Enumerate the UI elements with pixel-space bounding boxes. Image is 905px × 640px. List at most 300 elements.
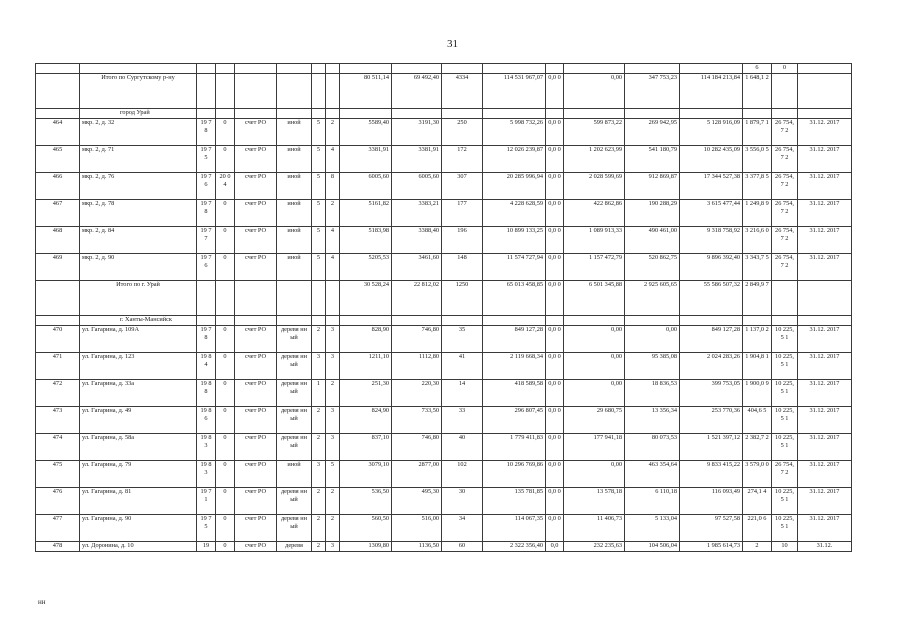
- owners-funds-cell: 1 985 614,73: [680, 541, 743, 551]
- total-cost-cell: 114 531 967,07: [483, 73, 546, 108]
- address-cell: ул. Гагарина, д. 81: [80, 487, 197, 514]
- table-row: [36, 460, 852, 487]
- municipal-budget-cell: 190 288,29: [625, 199, 680, 226]
- floors-cell: 5: [312, 172, 326, 199]
- total-area-cell: 837,10: [340, 433, 392, 460]
- build-year-cell: 19 75: [197, 145, 216, 172]
- fund-support-cell: 0,0 0: [546, 514, 564, 541]
- residents-cell: 4334: [442, 73, 483, 108]
- specific-cost-cell: 3 377,8 5: [743, 172, 772, 199]
- residents-cell: 40: [442, 433, 483, 460]
- section-empty-cell: [564, 108, 625, 118]
- reconstruction-year-cell: 0: [216, 379, 235, 406]
- funding-method-cell: счет РО: [235, 460, 277, 487]
- wall-material-cell: иной: [277, 199, 312, 226]
- table-row: [36, 199, 852, 226]
- row-number-cell: 466: [36, 172, 80, 199]
- owners-funds-cell: 17 344 527,38: [680, 172, 743, 199]
- reconstruction-year-cell: 0: [216, 118, 235, 145]
- address-cell: мкр. 2, д. 90: [80, 253, 197, 280]
- address-cell: [80, 64, 197, 74]
- section-empty-cell: [625, 315, 680, 325]
- address-cell: ул. Доронина, д. 10: [80, 541, 197, 551]
- floors-cell: 2: [312, 433, 326, 460]
- deadline-cell: 31.12. 2017: [798, 433, 852, 460]
- fund-support-cell: 0,0 0: [546, 199, 564, 226]
- municipal-budget-cell: 0,00: [625, 325, 680, 352]
- living-area-cell: 516,00: [392, 514, 442, 541]
- deadline-cell: 31.12. 2017: [798, 253, 852, 280]
- living-area-cell: 495,30: [392, 487, 442, 514]
- floors-cell: 3: [312, 352, 326, 379]
- max-specific-cost-cell: 26 754,7 2: [772, 460, 798, 487]
- living-area-cell: 22 812,02: [392, 280, 442, 315]
- address-cell: мкр. 2, д. 78: [80, 199, 197, 226]
- total-area-cell: 5183,98: [340, 226, 392, 253]
- fund-support-cell: 0,0 0: [546, 145, 564, 172]
- address-cell: мкр. 2, д. 84: [80, 226, 197, 253]
- wall-material-cell: иной: [277, 253, 312, 280]
- entrances-cell: 4: [326, 145, 340, 172]
- row-number-cell: 476: [36, 487, 80, 514]
- specific-cost-cell: 1 879,7 1: [743, 118, 772, 145]
- table-row: [36, 253, 852, 280]
- total-area-cell: 1211,10: [340, 352, 392, 379]
- table-row: [36, 379, 852, 406]
- specific-cost-cell: 274,1 4: [743, 487, 772, 514]
- section-empty-cell: [743, 108, 772, 118]
- deadline-cell: 31.12. 2017: [798, 172, 852, 199]
- entrances-cell: 4: [326, 226, 340, 253]
- living-area-cell: 733,50: [392, 406, 442, 433]
- reconstruction-year-cell: 0: [216, 406, 235, 433]
- deadline-cell: 31.12. 2017: [798, 379, 852, 406]
- specific-cost-cell: 2 849,9 7: [743, 280, 772, 315]
- specific-cost-cell: 2: [743, 541, 772, 551]
- total-cost-cell: [483, 64, 546, 74]
- region-budget-cell: 0,00: [564, 379, 625, 406]
- region-budget-cell: 0,00: [564, 325, 625, 352]
- fund-support-cell: 0,0 0: [546, 226, 564, 253]
- max-specific-cost-cell: 10 225,5 1: [772, 406, 798, 433]
- section-spacer-cell: [36, 315, 80, 325]
- address-cell: мкр. 2, д. 71: [80, 145, 197, 172]
- total-area-cell: 6005,60: [340, 172, 392, 199]
- owners-funds-cell: 399 753,05: [680, 379, 743, 406]
- floors-cell: 5: [312, 118, 326, 145]
- funding-method-cell: счет РО: [235, 514, 277, 541]
- total-area-cell: 824,90: [340, 406, 392, 433]
- section-empty-cell: [392, 108, 442, 118]
- municipal-budget-cell: 2 925 605,65: [625, 280, 680, 315]
- row-number-cell: [36, 280, 80, 315]
- owners-funds-cell: 10 282 435,09: [680, 145, 743, 172]
- living-area-cell: 2877,00: [392, 460, 442, 487]
- table-row: [36, 541, 852, 551]
- funding-method-cell: счет РО: [235, 325, 277, 352]
- reconstruction-year-cell: 0: [216, 145, 235, 172]
- region-budget-cell: 177 941,18: [564, 433, 625, 460]
- total-area-cell: 3381,91: [340, 145, 392, 172]
- max-specific-cost-cell: 26 754,7 2: [772, 199, 798, 226]
- row-number-cell: 475: [36, 460, 80, 487]
- region-budget-cell: 1 202 623,99: [564, 145, 625, 172]
- fund-support-cell: 0,0 0: [546, 172, 564, 199]
- row-number-cell: 474: [36, 433, 80, 460]
- floors-cell: 5: [312, 253, 326, 280]
- floors-cell: [312, 64, 326, 74]
- owners-funds-cell: 3 615 477,44: [680, 199, 743, 226]
- deadline-cell: 31.12. 2017: [798, 226, 852, 253]
- entrances-cell: 2: [326, 514, 340, 541]
- row-number-cell: 465: [36, 145, 80, 172]
- build-year-cell: [197, 280, 216, 315]
- living-area-cell: 3191,30: [392, 118, 442, 145]
- region-budget-cell: 11 406,73: [564, 514, 625, 541]
- total-area-cell: 30 528,24: [340, 280, 392, 315]
- max-specific-cost-cell: 26 754,7 2: [772, 172, 798, 199]
- total-area-cell: 251,30: [340, 379, 392, 406]
- region-budget-cell: 6 501 345,88: [564, 280, 625, 315]
- entrances-cell: 2: [326, 199, 340, 226]
- fund-support-cell: 0,0 0: [546, 460, 564, 487]
- region-budget-cell: 29 680,75: [564, 406, 625, 433]
- build-year-cell: 19 78: [197, 199, 216, 226]
- funding-method-cell: счет РО: [235, 379, 277, 406]
- wall-material-cell: деревя нный: [277, 433, 312, 460]
- section-empty-cell: [625, 108, 680, 118]
- living-area-cell: 3388,40: [392, 226, 442, 253]
- reconstruction-year-cell: 0: [216, 433, 235, 460]
- section-empty-cell: [277, 108, 312, 118]
- entrances-cell: [326, 280, 340, 315]
- specific-cost-cell: 3 579,0 0: [743, 460, 772, 487]
- specific-cost-cell: 2 382,7 2: [743, 433, 772, 460]
- specific-cost-cell: 1 648,1 2: [743, 73, 772, 108]
- build-year-cell: 19 83: [197, 460, 216, 487]
- entrances-cell: 4: [326, 253, 340, 280]
- build-year-cell: 19 78: [197, 118, 216, 145]
- region-budget-cell: 0,00: [564, 352, 625, 379]
- page-number: 31: [447, 38, 458, 50]
- floors-cell: [312, 73, 326, 108]
- owners-funds-cell: 9 318 758,92: [680, 226, 743, 253]
- max-specific-cost-cell: [772, 73, 798, 108]
- table-row: [36, 172, 852, 199]
- fund-support-cell: 0,0 0: [546, 433, 564, 460]
- address-cell: ул. Гагарина, д. 90: [80, 514, 197, 541]
- total-cost-cell: 296 807,45: [483, 406, 546, 433]
- section-empty-cell: [743, 315, 772, 325]
- build-year-cell: 19 86: [197, 406, 216, 433]
- build-year-cell: 19 88: [197, 379, 216, 406]
- section-empty-cell: [326, 315, 340, 325]
- owners-funds-cell: [680, 64, 743, 74]
- living-area-cell: 746,80: [392, 433, 442, 460]
- total-cost-cell: 10 296 769,86: [483, 460, 546, 487]
- max-specific-cost-cell: [772, 280, 798, 315]
- residents-cell: 14: [442, 379, 483, 406]
- region-budget-cell: 0,00: [564, 73, 625, 108]
- address-cell: ул. Гагарина, д. 58а: [80, 433, 197, 460]
- deadline-cell: 31.12. 2017: [798, 118, 852, 145]
- residents-cell: 148: [442, 253, 483, 280]
- section-empty-cell: [772, 108, 798, 118]
- row-number-cell: 471: [36, 352, 80, 379]
- region-budget-cell: 422 862,86: [564, 199, 625, 226]
- living-area-cell: 220,30: [392, 379, 442, 406]
- total-area-cell: 5161,82: [340, 199, 392, 226]
- floors-cell: 2: [312, 514, 326, 541]
- region-budget-cell: 13 578,18: [564, 487, 625, 514]
- row-number-cell: 472: [36, 379, 80, 406]
- row-number-cell: 473: [36, 406, 80, 433]
- total-area-cell: 5205,53: [340, 253, 392, 280]
- row-number-cell: 470: [36, 325, 80, 352]
- section-label: г. Ханты-Мансийск: [80, 315, 197, 325]
- wall-material-cell: иной: [277, 460, 312, 487]
- entrances-cell: 2: [326, 379, 340, 406]
- build-year-cell: 19 77: [197, 226, 216, 253]
- living-area-cell: 3461,60: [392, 253, 442, 280]
- table-row: [36, 406, 852, 433]
- max-specific-cost-cell: 10 225,5 1: [772, 514, 798, 541]
- section-label: город Урай: [80, 108, 197, 118]
- total-cost-cell: 2 322 356,40: [483, 541, 546, 551]
- residents-cell: 1250: [442, 280, 483, 315]
- max-specific-cost-cell: 10 225,5 1: [772, 325, 798, 352]
- reconstruction-year-cell: 0: [216, 253, 235, 280]
- municipal-budget-cell: 490 461,00: [625, 226, 680, 253]
- owners-funds-cell: 55 586 507,32: [680, 280, 743, 315]
- owners-funds-cell: 2 024 283,26: [680, 352, 743, 379]
- total-cost-cell: 849 127,28: [483, 325, 546, 352]
- floors-cell: 1: [312, 379, 326, 406]
- wall-material-cell: деревя нный: [277, 487, 312, 514]
- reconstruction-year-cell: 0: [216, 199, 235, 226]
- funding-method-cell: счет РО: [235, 226, 277, 253]
- address-cell: Итого по г. Урай: [80, 280, 197, 315]
- municipal-budget-cell: 5 133,04: [625, 514, 680, 541]
- fund-support-cell: 0,0 0: [546, 253, 564, 280]
- address-cell: мкр. 2, д. 32: [80, 118, 197, 145]
- fund-support-cell: 0,0 0: [546, 406, 564, 433]
- deadline-cell: 31.12. 2017: [798, 145, 852, 172]
- section-header-row: [36, 315, 852, 325]
- owners-funds-cell: 9 833 415,22: [680, 460, 743, 487]
- floors-cell: 2: [312, 325, 326, 352]
- funding-method-cell: счет РО: [235, 118, 277, 145]
- section-spacer-cell: [36, 108, 80, 118]
- wall-material-cell: деревя нный: [277, 379, 312, 406]
- wall-material-cell: деревя: [277, 541, 312, 551]
- funding-method-cell: [235, 280, 277, 315]
- specific-cost-cell: 1 137,0 2: [743, 325, 772, 352]
- section-empty-cell: [772, 315, 798, 325]
- living-area-cell: 746,80: [392, 325, 442, 352]
- municipal-budget-cell: 18 836,53: [625, 379, 680, 406]
- total-cost-cell: 5 998 732,26: [483, 118, 546, 145]
- residents-cell: 41: [442, 352, 483, 379]
- municipal-budget-cell: 104 506,04: [625, 541, 680, 551]
- address-cell: ул. Гагарина, д. 33а: [80, 379, 197, 406]
- total-cost-cell: 11 574 727,94: [483, 253, 546, 280]
- subtotal-row: [36, 73, 852, 108]
- municipal-budget-cell: 95 385,08: [625, 352, 680, 379]
- footer-mark: нн: [38, 598, 46, 606]
- owners-funds-cell: 9 896 392,40: [680, 253, 743, 280]
- address-cell: ул. Гагарина, д. 49: [80, 406, 197, 433]
- section-empty-cell: [312, 108, 326, 118]
- funding-method-cell: счет РО: [235, 253, 277, 280]
- max-specific-cost-cell: 10 225,5 1: [772, 487, 798, 514]
- max-specific-cost-cell: 10 225,5 1: [772, 352, 798, 379]
- table-row: [36, 325, 852, 352]
- address-cell: ул. Гагарина, д. 79: [80, 460, 197, 487]
- total-area-cell: 560,50: [340, 514, 392, 541]
- fund-support-cell: 0,0 0: [546, 73, 564, 108]
- funding-method-cell: счет РО: [235, 487, 277, 514]
- section-empty-cell: [216, 108, 235, 118]
- address-cell: Итого по Сургутскому р-ну: [80, 73, 197, 108]
- wall-material-cell: деревя нный: [277, 514, 312, 541]
- funding-method-cell: [235, 73, 277, 108]
- row-number-cell: 467: [36, 199, 80, 226]
- section-empty-cell: [235, 315, 277, 325]
- entrances-cell: 3: [326, 352, 340, 379]
- section-empty-cell: [326, 108, 340, 118]
- floors-cell: [312, 280, 326, 315]
- reconstruction-year-cell: [216, 73, 235, 108]
- municipal-budget-cell: 520 862,75: [625, 253, 680, 280]
- living-area-cell: 6005,60: [392, 172, 442, 199]
- region-budget-cell: 1 089 913,33: [564, 226, 625, 253]
- build-year-cell: [197, 73, 216, 108]
- fund-support-cell: 0,0 0: [546, 352, 564, 379]
- residents-cell: 102: [442, 460, 483, 487]
- funding-method-cell: счет РО: [235, 145, 277, 172]
- entrances-cell: 3: [326, 433, 340, 460]
- region-budget-cell: 2 028 599,69: [564, 172, 625, 199]
- residents-cell: 177: [442, 199, 483, 226]
- region-budget-cell: [564, 64, 625, 74]
- reconstruction-year-cell: 0: [216, 487, 235, 514]
- entrances-cell: 2: [326, 118, 340, 145]
- total-cost-cell: 10 899 133,25: [483, 226, 546, 253]
- living-area-cell: 3383,21: [392, 199, 442, 226]
- municipal-budget-cell: 541 180,79: [625, 145, 680, 172]
- deadline-cell: 31.12. 2017: [798, 199, 852, 226]
- funding-method-cell: счет РО: [235, 433, 277, 460]
- table-row: [36, 487, 852, 514]
- owners-funds-cell: 5 128 916,09: [680, 118, 743, 145]
- fund-support-cell: 0,0: [546, 541, 564, 551]
- residents-cell: 33: [442, 406, 483, 433]
- total-area-cell: 828,90: [340, 325, 392, 352]
- owners-funds-cell: 116 093,49: [680, 487, 743, 514]
- municipal-budget-cell: 6 110,18: [625, 487, 680, 514]
- section-empty-cell: [546, 315, 564, 325]
- build-year-cell: 19 76: [197, 172, 216, 199]
- region-budget-cell: 1 157 472,79: [564, 253, 625, 280]
- residents-cell: 30: [442, 487, 483, 514]
- region-budget-cell: 0,00: [564, 460, 625, 487]
- section-empty-cell: [442, 108, 483, 118]
- residents-cell: [442, 64, 483, 74]
- section-empty-cell: [197, 108, 216, 118]
- max-specific-cost-cell: 10 225,5 1: [772, 379, 798, 406]
- reconstruction-year-cell: 0: [216, 514, 235, 541]
- build-year-cell: [197, 64, 216, 74]
- funding-method-cell: счет РО: [235, 172, 277, 199]
- build-year-cell: 19 76: [197, 253, 216, 280]
- wall-material-cell: иной: [277, 172, 312, 199]
- living-area-cell: 1136,50: [392, 541, 442, 551]
- specific-cost-cell: 6: [743, 64, 772, 74]
- build-year-cell: 19 78: [197, 325, 216, 352]
- section-empty-cell: [680, 108, 743, 118]
- wall-material-cell: иной: [277, 145, 312, 172]
- deadline-cell: [798, 73, 852, 108]
- fund-support-cell: 0,0 0: [546, 487, 564, 514]
- deadline-cell: [798, 280, 852, 315]
- section-empty-cell: [216, 315, 235, 325]
- wall-material-cell: [277, 64, 312, 74]
- specific-cost-cell: 1 900,0 9: [743, 379, 772, 406]
- deadline-cell: [798, 64, 852, 74]
- reconstruction-year-cell: 0: [216, 541, 235, 551]
- residents-cell: 307: [442, 172, 483, 199]
- fund-support-cell: 0,0 0: [546, 280, 564, 315]
- deadline-cell: 31.12. 2017: [798, 514, 852, 541]
- wall-material-cell: [277, 280, 312, 315]
- living-area-cell: 3381,91: [392, 145, 442, 172]
- build-year-cell: 19 75: [197, 514, 216, 541]
- reconstruction-year-cell: [216, 280, 235, 315]
- total-cost-cell: 2 119 668,34: [483, 352, 546, 379]
- municipal-budget-cell: 347 753,23: [625, 73, 680, 108]
- deadline-cell: 31.12. 2017: [798, 460, 852, 487]
- specific-cost-cell: 1 249,8 9: [743, 199, 772, 226]
- funding-method-cell: счет РО: [235, 541, 277, 551]
- entrances-cell: [326, 64, 340, 74]
- table-row: [36, 226, 852, 253]
- living-area-cell: 69 492,40: [392, 73, 442, 108]
- entrances-cell: 2: [326, 487, 340, 514]
- wall-material-cell: деревя нный: [277, 325, 312, 352]
- municipal-budget-cell: 269 942,95: [625, 118, 680, 145]
- section-empty-cell: [340, 315, 392, 325]
- entrances-cell: 8: [326, 172, 340, 199]
- specific-cost-cell: 221,0 6: [743, 514, 772, 541]
- entrances-cell: 3: [326, 406, 340, 433]
- residents-cell: 35: [442, 325, 483, 352]
- entrances-cell: 3: [326, 541, 340, 551]
- total-cost-cell: 12 026 239,87: [483, 145, 546, 172]
- section-empty-cell: [277, 315, 312, 325]
- build-year-cell: 19 71: [197, 487, 216, 514]
- section-empty-cell: [798, 315, 852, 325]
- municipal-budget-cell: 80 073,53: [625, 433, 680, 460]
- wall-material-cell: [277, 73, 312, 108]
- row-number-cell: 468: [36, 226, 80, 253]
- max-specific-cost-cell: 26 754,7 2: [772, 118, 798, 145]
- total-cost-cell: 135 781,85: [483, 487, 546, 514]
- total-area-cell: 536,50: [340, 487, 392, 514]
- municipal-budget-cell: 13 356,34: [625, 406, 680, 433]
- section-empty-cell: [197, 315, 216, 325]
- reconstruction-year-cell: 0: [216, 325, 235, 352]
